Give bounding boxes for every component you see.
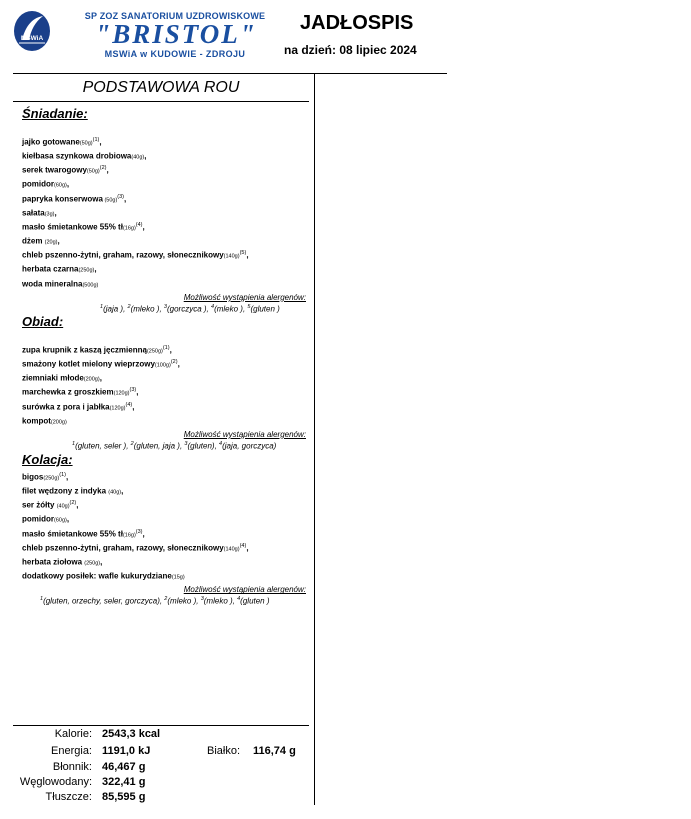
meal-item: kiełbasa szynkowa drobiowa(40g),	[22, 151, 147, 161]
meal-item: jajko $gotowane(50g)^{(1)}$,	[22, 137, 102, 147]
meal-lunch	[22, 314, 314, 452]
meal-item: papryka konserwowa $(50g)^{(3)}$,	[22, 193, 127, 204]
nutrition-divider	[13, 725, 309, 726]
meal-item: pomidor(60g),	[22, 180, 70, 190]
allergen-list: $^1$(gluten, seler ), $^2$(gluten, jaja ), $^3$(gluten), $^4$(jaja, gorczyca)	[72, 440, 277, 451]
meal-item: sałata(3g),	[22, 208, 57, 218]
nutrition-label: Kalorie:	[54, 728, 92, 740]
nutrition-label: Białko:	[207, 745, 241, 757]
allergen-label: Możliwość wystąpienia alergenów:	[183, 292, 306, 302]
meal-item: masło śmietankowe 55% $tł(16g)^{(3)}$,	[22, 528, 145, 539]
org-subtitle-top: SP ZOZ SANATORIUM UZDROWISKOWE	[84, 11, 266, 21]
meal-item: herbata ziołowa (250g),	[22, 557, 103, 567]
allergen-list: $^1$(jaja ), $^2$(mleko ), $^3$(gorczyca ), $^4$(mleko ), $^5$(gluten )	[100, 303, 280, 314]
title-divider	[13, 101, 309, 102]
meal-item: filet wędzony z indyka (40g),	[22, 486, 124, 496]
meal-item: serek $twarogowy(50g)^{(2)}$,	[22, 165, 109, 175]
nutrition-label: Węglowodany:	[19, 776, 92, 788]
column-divider	[314, 73, 315, 805]
nutrition-value: 322,41 g	[102, 776, 146, 788]
document-title: JADŁOSPIS	[300, 12, 414, 34]
nutrition-value: 2543,3 kcal	[102, 728, 161, 740]
meal-item: herbata czarna(250g),	[22, 265, 97, 275]
meal-items	[22, 470, 314, 583]
meal-item: zupa krupnik z kaszą $jęczmienną(250g)^{(1)}$,	[22, 345, 172, 355]
meal-item: smażony kotlet mielony $wieprzowy(100g)^{(2)}$,	[22, 359, 180, 369]
nutrition-label: Tłuszcze:	[45, 791, 92, 803]
nutrition-label: Energia:	[51, 745, 92, 757]
nutrition-label: Błonnik:	[52, 761, 92, 773]
meal-item: masło śmietankowe 55% $tł(16g)^{(4)}$,	[22, 221, 145, 232]
meal-item: kompot(200g)	[22, 416, 67, 426]
meal-heading: Kolacja:	[22, 452, 73, 467]
allergen-label: Możliwość wystąpienia alergenów:	[183, 585, 306, 595]
org-subtitle-bottom: MSWiA w KUDOWIE - ZDROJU	[104, 49, 246, 59]
meal-heading: Obiad:	[22, 314, 64, 329]
meal-breakfast	[22, 106, 314, 314]
nutrition-summary	[0, 728, 310, 808]
nutrition-value: 1191,0 kJ	[102, 745, 151, 757]
meal-item: chleb pszenno-żytni, graham, razowy, $słonecznikowy(140g)^{(4)}$,	[22, 542, 249, 553]
nutrition-value: 85,595 g	[102, 791, 146, 803]
org-name: "BRISTOL"	[95, 19, 257, 49]
diet-title: PODSTAWOWA ROU	[82, 79, 240, 96]
meal-items	[22, 343, 314, 428]
nutrition-value: 116,74 g	[253, 745, 296, 757]
document-date: na dzień: 08 lipiec 2024	[284, 43, 417, 57]
sanatorium-logo	[13, 10, 51, 52]
header-divider	[13, 73, 447, 74]
meal-items	[22, 135, 314, 291]
meal-heading: Śniadanie:	[22, 106, 88, 121]
meal-item: dżem (20g),	[22, 236, 60, 246]
nutrition-value: 46,467 g	[102, 761, 146, 773]
logo-text: MSWiA	[20, 35, 44, 42]
allergen-label: Możliwość wystąpienia alergenów:	[183, 429, 306, 439]
allergen-list: $^1$(gluten, orzechy, seler, gorczyca), $^2$(mleko ), $^3$(mleko ), $^4$(gluten )	[40, 596, 270, 606]
meal-dinner	[22, 452, 314, 607]
meal-item: ziemniaki młode(200g),	[22, 373, 102, 383]
meal-item: woda mineralna(500g)	[22, 279, 99, 289]
meal-item: $bigos(250g)^{(1)}$,	[22, 472, 69, 482]
meal-item: dodatkowy posiłek: wafle kukurydziane(15g)	[22, 571, 185, 581]
meal-item: pomidor(60g),	[22, 515, 70, 525]
meal-item: ser żółty $(40g)^{(2)}$,	[22, 500, 79, 510]
meal-item: chleb pszenno-żytni, graham, razowy, $słonecznikowy(140g)^{(5)}$,	[22, 250, 249, 260]
meal-item: surówka z pora i $jabłka(120g)^{(4)}$,	[22, 401, 135, 412]
meal-item: marchewka z $groszkiem(120g)^{(3)}$,	[22, 387, 139, 398]
